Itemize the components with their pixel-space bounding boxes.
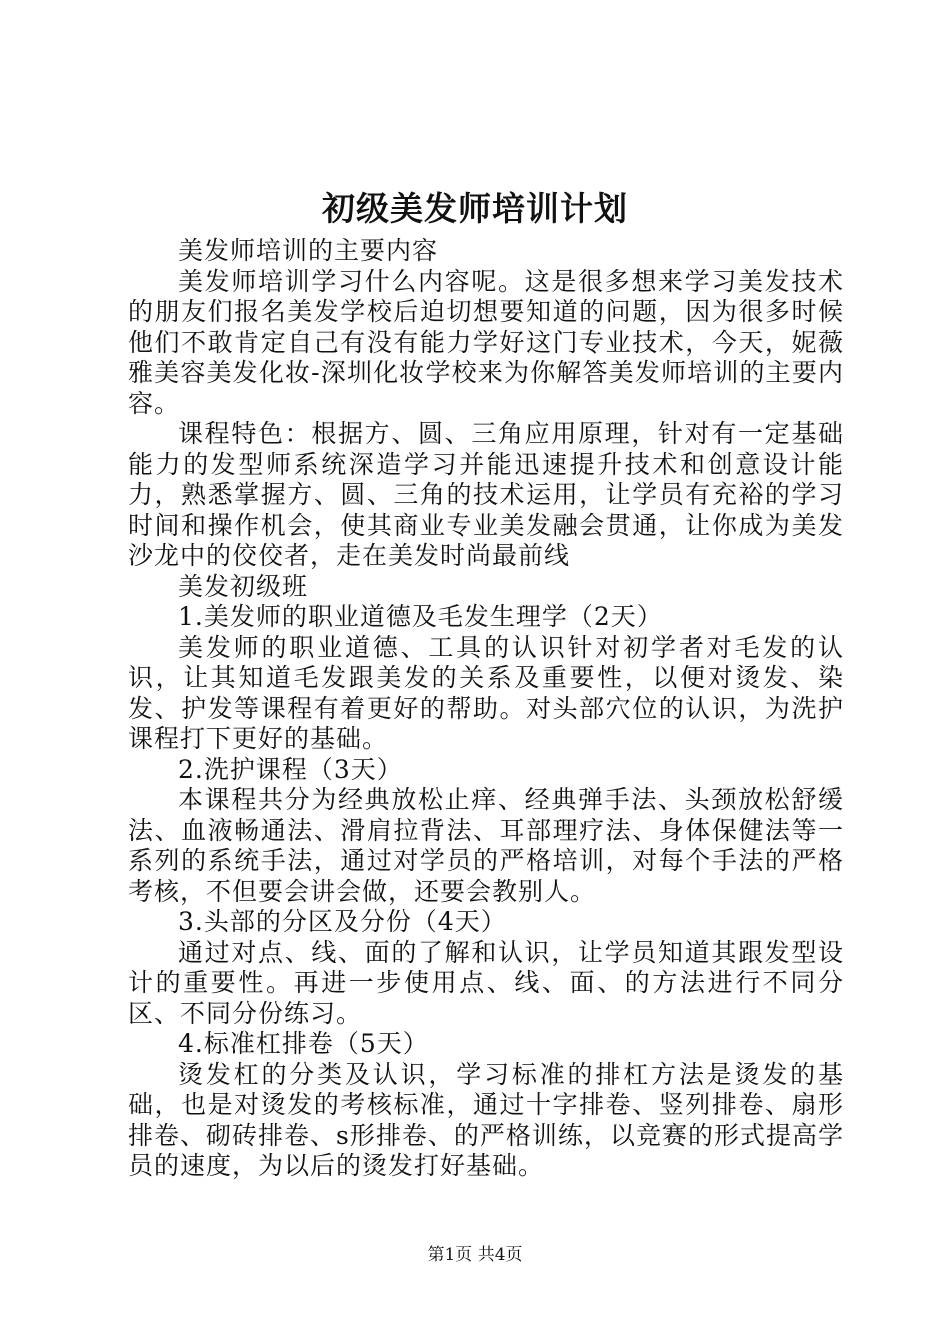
item-heading-4: 4.标准杠排卷（5天） [178, 1029, 429, 1058]
page-footer: 第1页 共4页 [427, 1245, 523, 1265]
paragraph-item-4: 烫发杠的分类及认识，学习标准的排杠方法是烫发的基础，也是对烫发的考核标准，通过十字排卷、竖列排卷、扇形排卷、砌砖排卷、s形排卷、的严格训练，以竞赛的形式提高学员的速度，为以后的烫发打好基础。 [128, 1059, 844, 1180]
paragraph-item-2: 本课程共分为经典放松止痒、经典弹手法、头颈放松舒缓法、血液畅通法、滑肩拉背法、耳部理疗法、身体保健法等一系列的系统手法，通过对学员的严格培训，对每个手法的严格考核，不但要会讲会做，还要会教别人。 [128, 785, 844, 906]
item-heading-2: 2.洗护课程（3天） [178, 754, 403, 784]
document-body [128, 236, 844, 1182]
document-title: 初级美发师培训计划 [322, 189, 628, 228]
section-heading-beginner-class: 美发初级班 [178, 571, 309, 601]
item-heading-1: 1.美发师的职业道德及毛发生理学（2天） [178, 602, 663, 631]
paragraph-item-1: 美发师的职业道德、工具的认识针对初学者对毛发的认识，让其知道毛发跟美发的关系及重要性，以便对烫发、染发、护发等课程有着更好的帮助。对头部穴位的认识，为洗护课程打下更好的基础。 [128, 632, 844, 753]
paragraph-course-features: 课程特色：根据方、圆、三角应用原理，针对有一定基础能力的发型师系统深造学习并能迅速提升技术和创意设计能力，熟悉掌握方、圆、三角的技术运用，让学员有充裕的学习时间和操作机会，使其商业专业美发融会贯通，让你成为美发沙龙中的佼佼者，走在美发时尚最前线 [128, 419, 844, 570]
paragraph-item-3: 通过对点、线、面的了解和认识，让学员知道其跟发型设计的重要性。再进一步使用点、线、面、的方法进行不同分区、不同分份练习。 [128, 937, 844, 1028]
paragraph-intro: 美发师培训学习什么内容呢。这是很多想来学习美发技术的朋友们报名美发学校后迫切想要知道的问题，因为很多时候他们不敢肯定自己有没有能力学好这门专业技术，今天，妮薇雅美容美发化妆-深圳化妆学校来为你解答美发师培训的主要内容。 [128, 266, 844, 418]
item-heading-3: 3.头部的分区及分份（4天） [178, 907, 507, 936]
section-heading-main-content: 美发师培训的主要内容 [178, 236, 439, 265]
